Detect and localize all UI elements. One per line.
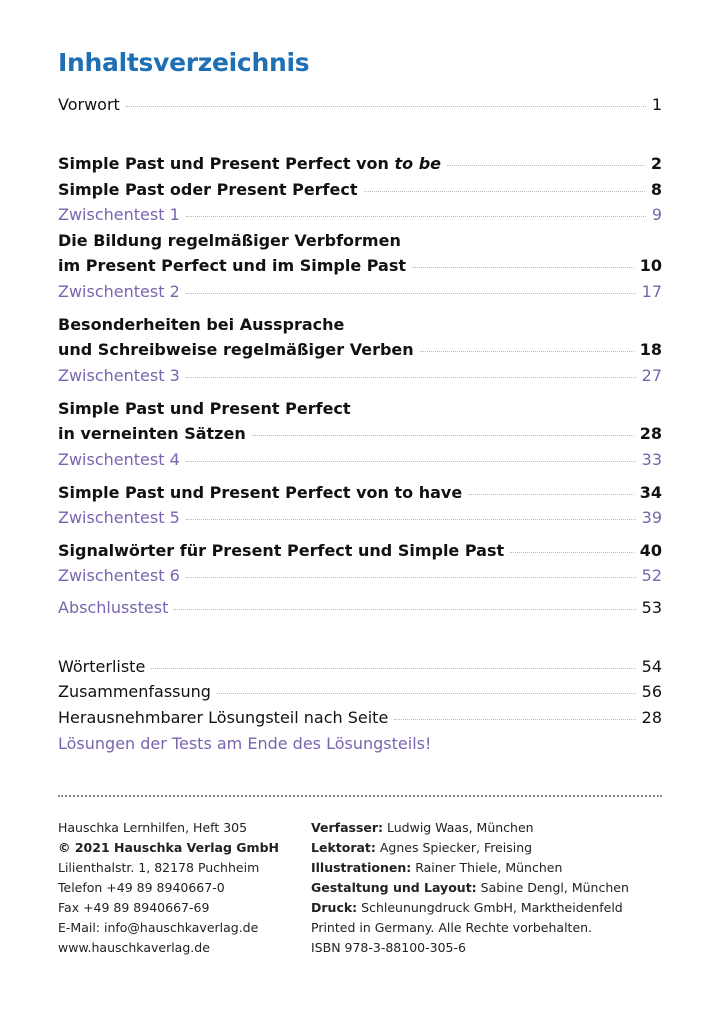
- separator-rule: [58, 795, 662, 797]
- toc-entry-loesungsteil[interactable]: [58, 708, 662, 728]
- leader-dots: [447, 165, 645, 166]
- leader-dots: [186, 461, 636, 462]
- leader-dots: [217, 693, 636, 694]
- toc-page: 9: [651, 205, 662, 224]
- layout-line: [311, 878, 629, 898]
- leader-dots: [186, 519, 636, 520]
- toc-entry-zusammenfassung[interactable]: [58, 682, 662, 702]
- toc-page: 34: [639, 483, 662, 502]
- toc-label: Wörterliste: [58, 657, 146, 676]
- lektorat-key: Lektorat:: [311, 840, 376, 855]
- leader-dots: [364, 191, 645, 192]
- leader-dots: [186, 377, 636, 378]
- toc-label: Zwischentest 1: [58, 205, 180, 224]
- toc-entry-zwischentest-2[interactable]: [58, 282, 662, 302]
- illustrations-key: Illustrationen:: [311, 860, 412, 875]
- toc-page: 10: [639, 256, 662, 275]
- toc-entry-pronunciation[interactable]: [58, 340, 662, 360]
- toc-label: Zwischentest 4: [58, 450, 180, 469]
- copyright-line: © 2021 Hauschka Verlag GmbH: [58, 840, 279, 855]
- toc-page: 2: [650, 154, 662, 173]
- toc-label: Vorwort: [58, 95, 120, 114]
- toc-page: 17: [641, 282, 662, 301]
- leader-dots: [126, 106, 646, 107]
- toc-label-text: Simple Past und Present Perfect von: [58, 154, 395, 173]
- toc-page: 40: [639, 541, 662, 560]
- toc-page: 28: [641, 708, 662, 727]
- toc-label: in verneinten Sätzen: [58, 424, 246, 443]
- toc-page: 8: [650, 180, 662, 199]
- toc-entry-zwischentest-3[interactable]: [58, 366, 662, 386]
- address-line: Lilienthalstr. 1, 82178 Puchheim: [58, 860, 260, 875]
- toc-entry-zwischentest-6[interactable]: [58, 566, 662, 586]
- toc-page: 1: [651, 95, 662, 114]
- leader-dots: [151, 668, 635, 669]
- print-line: [311, 898, 629, 918]
- toc-page: 33: [641, 450, 662, 469]
- toc-label: im Present Perfect und im Simple Past: [58, 256, 406, 275]
- toc-label: [58, 154, 441, 174]
- toc-label-emphasis: to be: [394, 154, 442, 173]
- imprint-right: [311, 818, 629, 958]
- rights-line: Printed in Germany. Alle Rechte vorbehalten.: [311, 920, 593, 935]
- layout-value: Sabine Dengl, München: [476, 880, 629, 895]
- email-link[interactable]: E-Mail: info@hauschkaverlag.de: [58, 920, 259, 935]
- toc-label: Zwischentest 3: [58, 366, 180, 385]
- toc-label: Simple Past oder Present Perfect: [58, 180, 358, 199]
- leader-dots: [510, 552, 634, 553]
- toc-entry-past-or-perfect[interactable]: [58, 180, 662, 200]
- toc-entry-zwischentest-4[interactable]: [58, 450, 662, 470]
- fax-line: Fax +49 89 8940667-69: [58, 900, 210, 915]
- toc-entry-line1: Besonderheiten bei Aussprache: [58, 315, 345, 334]
- toc-page: 39: [641, 508, 662, 527]
- toc-page: 53: [641, 598, 662, 617]
- solutions-note: Lösungen der Tests am Ende des Lösungsteils!: [58, 734, 432, 753]
- print-value: Schleunungdruck GmbH, Marktheidenfeld: [357, 900, 623, 915]
- leader-dots: [186, 293, 636, 294]
- phone-line: Telefon +49 89 8940667-0: [58, 880, 225, 895]
- toc-label: Zwischentest 2: [58, 282, 180, 301]
- leader-dots: [420, 351, 634, 352]
- leader-dots: [468, 494, 634, 495]
- toc-page: 54: [641, 657, 662, 676]
- illustrations-value: Rainer Thiele, München: [411, 860, 563, 875]
- toc-entry-vorwort[interactable]: [58, 95, 662, 115]
- toc-entry-negation[interactable]: [58, 424, 662, 444]
- toc-label: Signalwörter für Present Perfect und Simple Past: [58, 541, 505, 560]
- toc-page: 28: [639, 424, 662, 443]
- toc-page: 56: [641, 682, 662, 701]
- toc-label: und Schreibweise regelmäßiger Verben: [58, 340, 414, 359]
- toc-entry-line1: Die Bildung regelmäßiger Verbformen: [58, 231, 401, 250]
- toc-page: 18: [639, 340, 662, 359]
- toc-label: Zwischentest 5: [58, 508, 180, 527]
- toc-page: 52: [641, 566, 662, 585]
- toc-label: Abschlusstest: [58, 598, 169, 617]
- website-link[interactable]: www.hauschkaverlag.de: [58, 940, 210, 955]
- leader-dots: [394, 719, 635, 720]
- leader-dots: [412, 267, 634, 268]
- toc-entry-abschlusstest[interactable]: [58, 598, 662, 618]
- toc-entry-regular-forms[interactable]: [58, 256, 662, 276]
- toc-entry-signal-words[interactable]: [58, 541, 662, 561]
- leader-dots: [186, 577, 636, 578]
- toc-entry-zwischentest-5[interactable]: [58, 508, 662, 528]
- toc-entry-zwischentest-1[interactable]: [58, 205, 662, 225]
- author-value: Ludwig Waas, München: [383, 820, 534, 835]
- leader-dots: [174, 609, 635, 610]
- toc-label: Zusammenfassung: [58, 682, 211, 701]
- author-key: Verfasser:: [311, 820, 384, 835]
- layout-key: Gestaltung und Layout:: [311, 880, 477, 895]
- toc-entry-to-have[interactable]: [58, 483, 662, 503]
- toc-entry-to-be[interactable]: [58, 154, 662, 174]
- isbn-line: ISBN 978-3-88100-305-6: [311, 940, 466, 955]
- leader-dots: [252, 435, 634, 436]
- toc-entry-woerterliste[interactable]: [58, 657, 662, 677]
- illustrations-line: [311, 858, 629, 878]
- toc-page: 27: [641, 366, 662, 385]
- toc-label: Simple Past und Present Perfect von to have: [58, 483, 463, 502]
- toc-label: Herausnehmbarer Lösungsteil nach Seite: [58, 708, 389, 727]
- toc-entry-line1: Simple Past und Present Perfect: [58, 399, 351, 418]
- imprint-left: [58, 818, 279, 958]
- author-line: [311, 818, 629, 838]
- toc-label: Zwischentest 6: [58, 566, 180, 585]
- series-line: Hauschka Lernhilfen, Heft 305: [58, 820, 248, 835]
- lektorat-line: [311, 838, 629, 858]
- page-title: Inhaltsverzeichnis: [58, 48, 310, 77]
- print-key: Druck:: [311, 900, 358, 915]
- lektorat-value: Agnes Spiecker, Freising: [375, 840, 533, 855]
- leader-dots: [186, 216, 646, 217]
